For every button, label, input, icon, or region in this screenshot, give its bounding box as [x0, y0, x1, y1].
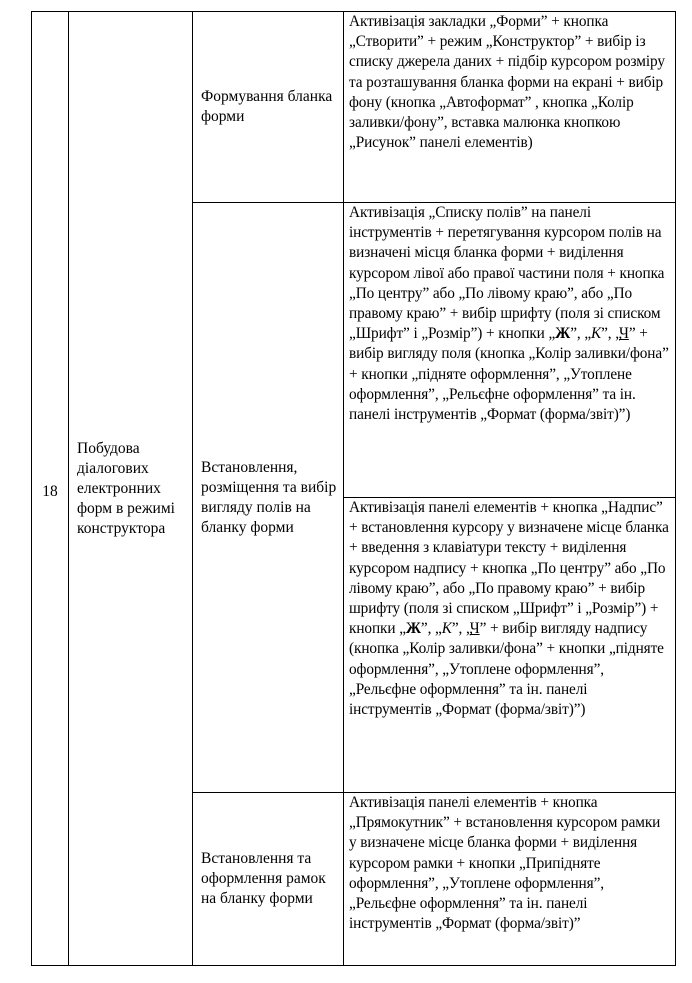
subtopic-text: Формування бланка форми	[201, 88, 333, 125]
description-text: Активізація панелі елементів + кнопка „Прямокутник” + встановлення курсором рамки у визначене місце бланка форми + виділення курсором рамки + кнопки „Припідняте оформлення”, „Утоплене оформлення”, „Рельєфне оформлення” та ін. панелі інструментів „Формат (форма/звіт)”	[349, 794, 661, 933]
row-number: 18	[42, 482, 58, 500]
description-cell	[344, 203, 676, 498]
subtopic-cell	[193, 203, 344, 793]
topic-text: Побудова діалогових електронних форм в режимі конструктора	[77, 439, 175, 537]
underline-button-label: Ч	[469, 620, 480, 638]
row-number-cell	[32, 12, 69, 966]
bold-button-label: Ж	[405, 620, 421, 638]
description-cell	[344, 498, 676, 793]
subtopic-cell	[193, 12, 344, 203]
description-cell	[344, 793, 676, 966]
underline-button-label: Ч	[619, 325, 629, 343]
subtopic-cell	[193, 793, 344, 966]
description-text: Активізація „Списку полів” на панелі інструментів + перетягування курсором полів на визначені місця бланка форми + виділення курсором лівої або правої частини поля + кнопка „По центру” або „По лівому краю”, або „По правому краю” + вибір шрифту (поля зі списком „Шрифт” і „Розмір”) + кнопки „Ж”, „К”, „Ч” + вибір вигляду поля (кнопка „Колір заливки/фона” + кнопки „підняте оформлення”, „Утоплене оформлення”, „Рельєфне оформлення” та ін. панелі інструментів „Формат (форма/звіт)”)	[349, 204, 669, 424]
subtopic-text: Встановлення, розміщення та вибір вигляду полів на бланку форми	[201, 458, 337, 536]
description-text: Активізація закладки „Форми” + кнопка „Створити” + режим „Конструктор” + вибір із списку джерела даних + підбір курсором розміру та розташування бланка форми на екрані + вибір фону (кнопка „Автоформат” , кнопка „Колір заливки/фону”, вставка малюнка кнопкою „Рисунок” панелі елементів)	[349, 13, 665, 152]
description-cell	[344, 12, 676, 203]
italic-button-label: К	[441, 620, 452, 638]
bold-button-label: Ж	[555, 325, 571, 343]
italic-button-label: К	[591, 325, 602, 343]
topic-cell	[69, 12, 193, 966]
subtopic-text: Встановлення та оформлення рамок на бланку форми	[201, 850, 326, 907]
description-text: Активізація панелі елементів + кнопка „Надпис” + встановлення курсору у визначене місце бланка + введення з клавіатури тексту + виділення курсором надпису + кнопка „По центру” або „По лівому краю”, або „По правому краю” + вибір шрифту (поля зі списком „Шрифт” і „Розмір”) + кнопки „Ж”, „К”, „Ч” + вибір вигляду надпису (кнопка „Колір заливки/фона” + кнопки „підняте оформлення”, „Утоплене оформлення”, „Рельєфне оформлення” та ін. панелі інструментів „Формат (форма/звіт)”)	[349, 499, 669, 719]
table-row	[32, 12, 676, 203]
procedure-table	[31, 11, 676, 966]
